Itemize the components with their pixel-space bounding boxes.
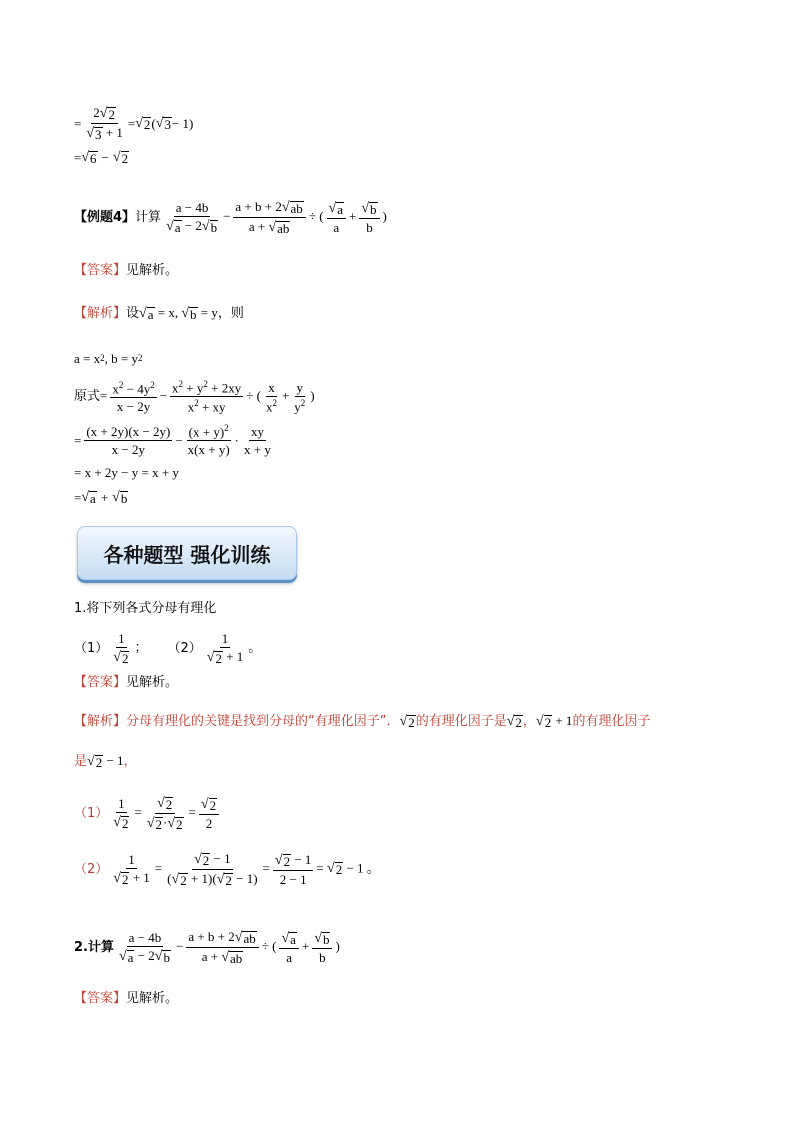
eq-line-1: = 2 √ 2 √ 3 + 1 = √ 2 ( √ 3 − 1) — [74, 105, 194, 142]
q1-items: （1） 1 √ 2 ； （2） 1 √ 2 + 1 。 — [74, 631, 262, 666]
example-4-word: 计算 — [135, 210, 162, 225]
q2-title: 2.计算 — [74, 940, 114, 955]
q2: 2.计算 a − 4b √ a − 2 √ b − a + b + 2 √ ab a + √ ab ÷ ( √ a a + √ b b ) — [74, 929, 340, 966]
example-4-label: 【例题4】 — [74, 210, 136, 225]
answer-text: 见解析。 — [126, 263, 179, 278]
analysis-2-cont: 是 √ 2 − 1 ， — [74, 753, 137, 770]
answer-label: 【答案】 — [74, 675, 127, 690]
example-4: 【例题4】 计算 a − 4b √ a − 2 √ b − a + b + 2 √ ab a + √ ab ÷ ( √ a a + √ b b ) — [74, 199, 387, 236]
q1-solution-2: （2） 1 √ 2 + 1 = √ 2 − 1 ( √ 2 + 1)( √ 2 − 1) = √ 2 − 1 2 − 1 = √ 2 − 1 。 — [74, 851, 380, 888]
original-label: 原式 — [74, 389, 101, 405]
answer-label: 【答案】 — [74, 263, 127, 278]
q1-title: 1.将下列各式分母有理化 — [74, 601, 217, 616]
analysis-let: 设 — [126, 306, 140, 321]
section-banner: 各种题型 强化训练 — [77, 526, 297, 580]
answer-3 — [74, 992, 178, 1005]
eq-original: 原式 = $\frac{x^2 - 4y^2}{x - 2y}$ − $\frac{x^2 + y^2 + 2xy}{x^2 + xy}$ ÷ ( $\frac{x}{x^2}$ + $\frac{y}{y^2}$ ) — [74, 379, 315, 415]
answer-label: 【答案】 — [74, 991, 127, 1006]
analysis-1: 【解析】 设 √ a = x, √ b = y ，则 — [74, 305, 244, 322]
eq-step-3: = x + 2y − y = x + y — [74, 465, 179, 480]
q1-solution-1: （1） 1 √ 2 = √ 2 √ 2 · √ 2 = √ 2 2 — [74, 796, 222, 831]
answer-1 — [74, 264, 178, 277]
answer-text: 见解析。 — [126, 675, 179, 690]
analysis-label: 【解析】 — [74, 714, 127, 729]
analysis-2: 【解析】 分母有理化的关键是找到分母的“有理化因子”． √ 2 的有理化因子是 √ 2 ， √ 2 + 1 的有理化因子 — [74, 713, 651, 730]
eq-step-2: = $\frac{(x + 2y)(x - 2y)}{x - 2y}$ − $\frac{(x + y)^2}{x(x + y)}$ · $\frac{xy}{x + y}$ — [74, 423, 271, 458]
answer-2 — [74, 676, 178, 689]
analysis-text: 的有理化因子是 — [415, 714, 507, 729]
eq-ab: a = x 2 , b = y 2 — [74, 351, 143, 366]
analysis-text: 分母有理化的关键是找到分母的“有理化因子”． — [126, 714, 400, 729]
eq-line-2: = √ 6 − √ 2 — [74, 150, 129, 166]
q1-part1-label: （1） — [74, 641, 109, 656]
eq-step-4: = √ a + √ b — [74, 490, 128, 506]
analysis-text: 的有理化因子 — [572, 714, 651, 729]
answer-text: 见解析。 — [126, 991, 179, 1006]
analysis-then: ，则 — [217, 306, 244, 321]
analysis-text: 是 — [74, 754, 88, 769]
q1-part2-label: （2） — [167, 641, 202, 656]
analysis-label: 【解析】 — [74, 306, 127, 321]
